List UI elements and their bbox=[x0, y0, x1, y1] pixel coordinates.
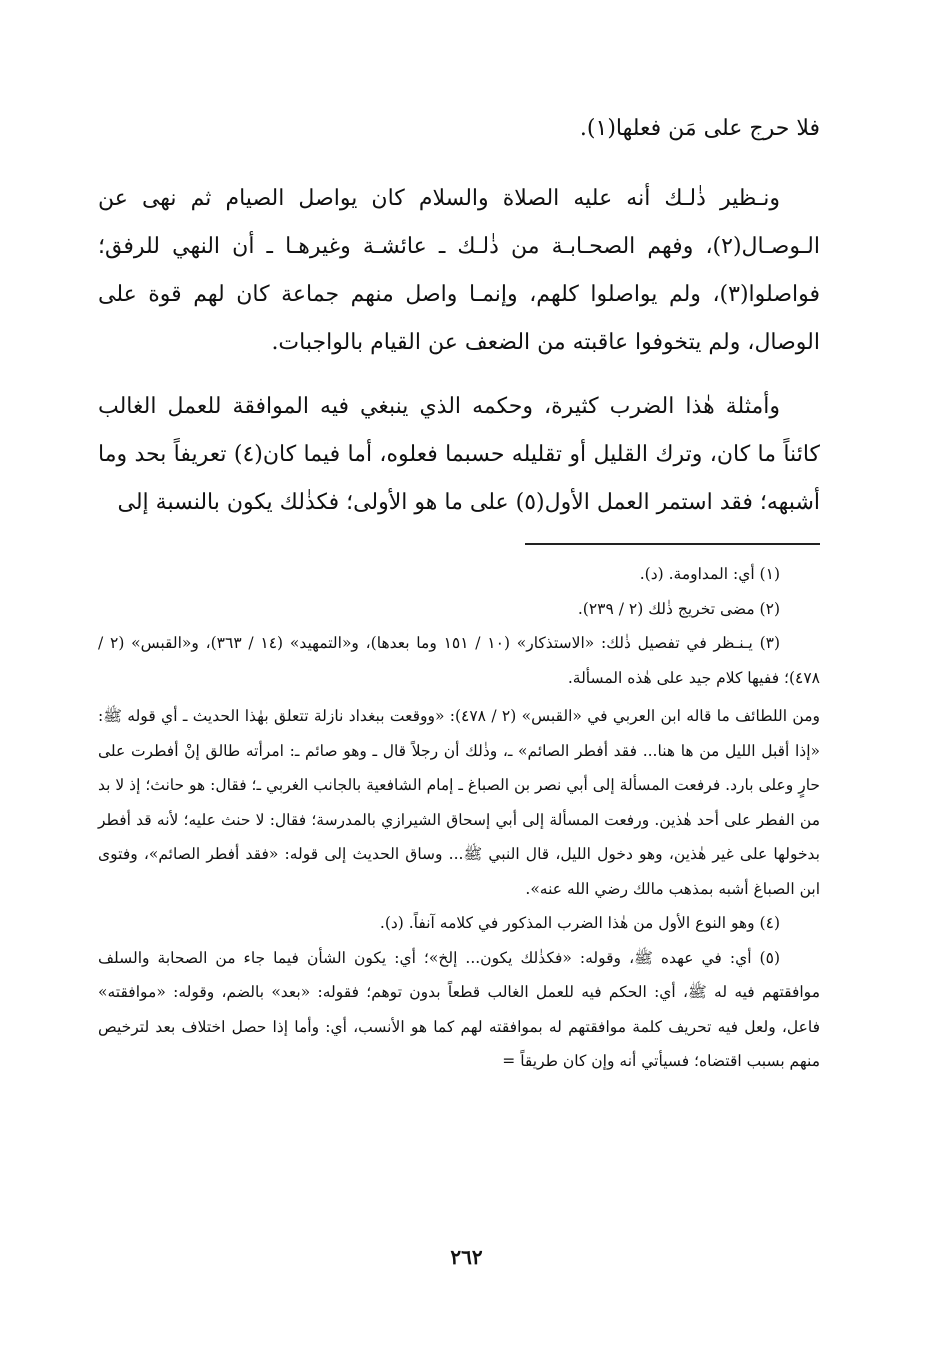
main-paragraph-2: ونـظير ذٰلـك أنه عليه الصلاة والسلام كان يواصل الصيام ثم نهى عن الـوصـال(٢)، وفهم الصحـابـة من ذٰلـك ـ عائشـة وغيرهـا ـ أن النهي للرفق؛ فواصلوا(٣)، ولم يواصلوا كلهم، وإنمـا واصل منهم جماعة كان لهم قوة على الوصال، ولم يتخوفوا عاقبته من الضعف عن القيام بالواجبات. bbox=[98, 186, 820, 355]
main-text bbox=[98, 105, 820, 527]
page-number: ٢٦٢ bbox=[450, 1245, 483, 1269]
footnote-5: (٥) أي: في عهده ﷺ، وقوله: «فكذٰلك يكون... إلخ»؛ أي: يكون الشأن فيما جاء من الصحابة والسلف موافقتهم فيه له ﷺ، أي: الحكم فيه للعمل الغالب قطعاً بدون توهم؛ فقوله: «بعد» بالضم، وقوله: «موافقته» فاعل، ولعل فيه تحريف كلمة موافقتهم له بموافقته لهم كما هو الأنسب، أي: وأما إذا حصل اختلاف بعد لترخيص منهم بسبب اقتضاه؛ فسيأتي أنه وإن كان طريقاً = bbox=[98, 948, 820, 1070]
footnote-1: (١) أي: المداومة. (د). bbox=[639, 565, 780, 583]
main-paragraph-1: فلا حرج على مَن فعلها(١). bbox=[579, 116, 820, 141]
footnote-4: (٤) وهو النوع الأول من هٰذا الضرب المذكور في كلامه آنفاً. (د). bbox=[379, 914, 780, 932]
page-content bbox=[98, 105, 820, 1079]
footnote-3: (٣) يـنـظر في تفصيل ذٰلك: «الاستذكار» (١٠ / ١٥١ وما بعدها)، و«التمهيد» (١٤ / ٣٦٣)، و«القبس» (٢ / ٤٧٨)؛ ففيها كلام جيد على هٰذه المسألة. bbox=[98, 634, 820, 687]
footnote-3-continued: ومن اللطائف ما قاله ابن العربي في «القبس» (٢ / ٤٧٨): «ووقعت ببغداد نازلة تتعلق بهٰذا الحديث ـ أي قوله ﷺ: «إذا أقبل الليل من ها هنا... فقد أفطر الصائم» ـ، وذٰلك أن رجلاً قال ـ وهو صائم ـ: امرأته طالق إنْ أفطرت على حارٍ وعلى بارد. فرفعت المسألة إلى أبي نصر بن الصباغ ـ إمام الشافعية بالجانب الغربي ـ؛ فقال: هو حانث؛ إذ لا بد من الفطر على أحد هٰذين. ورفعت المسألة إلى أبي إسحاق الشيرازي بالمدرسة؛ فقال: لا حنث عليه؛ لأنه قد أفطر بدخولها على غير هٰذين، وهو دخول الليل، قال النبي ﷺ... وساق الحديث إلى قوله: «فقد أفطر الصائم»، وفتوى ابن الصباغ أشبه بمذهب مالك رضي الله عنه». bbox=[98, 707, 820, 898]
main-paragraph-3: وأمثلة هٰذا الضرب كثيرة، وحكمه الذي ينبغي فيه الموافقة للعمل الغالب كائناً ما كان، وترك القليل أو تقليله حسبما فعلوه، أما فيما كان(٤) تعريفاً بحد وما أشبهه؛ فقد استمر العمل الأول(٥) على ما هو الأولى؛ فكذٰلك يكون بالنسبة إلى bbox=[98, 394, 820, 515]
footnotes bbox=[98, 557, 820, 1079]
footnote-2: (٢) مضى تخريج ذٰلك (٢ / ٢٣٩). bbox=[577, 599, 780, 618]
footnote-separator bbox=[525, 543, 820, 545]
